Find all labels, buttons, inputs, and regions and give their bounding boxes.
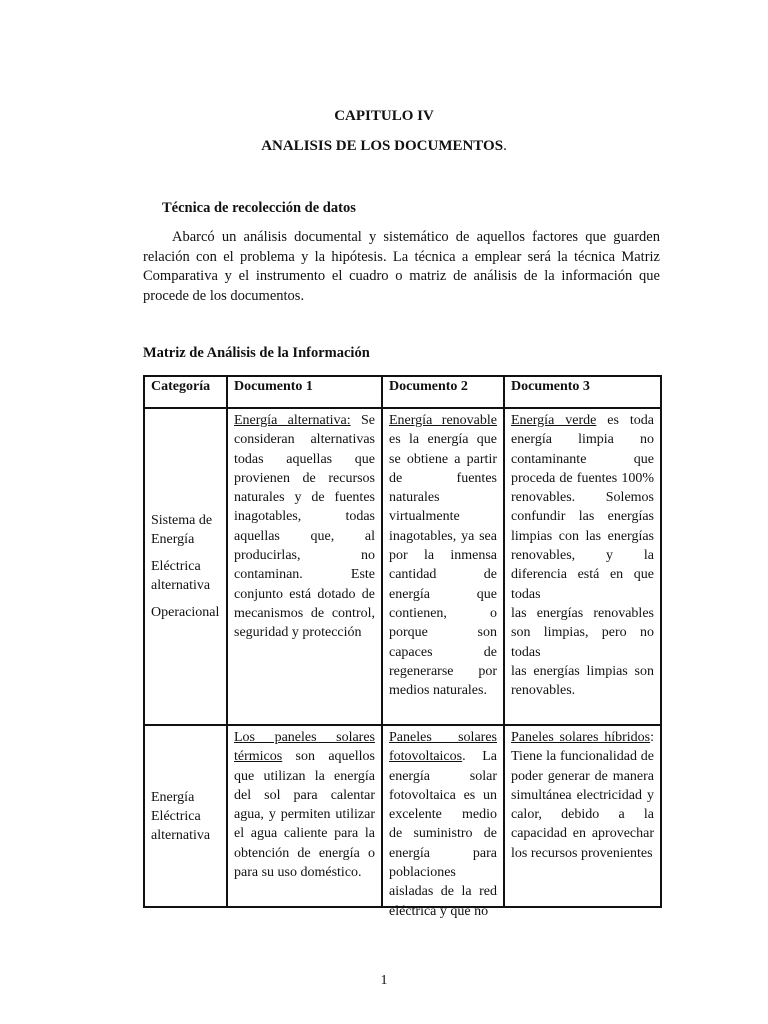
cell-line: las energías limpias son renovables. <box>511 663 654 699</box>
cell-body: son aquellos que utilizan la energía del sol para calentar agua, y permiten utilizar el agua caliente para la obtención de energía o para su uso doméstico. <box>234 749 375 881</box>
term-energia-verde: Energía verde <box>511 413 597 428</box>
page-number: 1 <box>380 973 388 988</box>
term-energia-renovable: Energía renovable <box>389 413 497 428</box>
chapter-heading: CAPITULO IV <box>334 108 434 124</box>
term-paneles-hibridos: Paneles solares híbridos <box>511 730 651 745</box>
category-line: Eléctrica alternativa <box>151 559 211 593</box>
analysis-matrix-table <box>143 375 662 919</box>
cell-text <box>234 728 375 882</box>
cell-body: : Tiene la funcionalidad de poder generar de manera simultánea electricidad y calor, debido a la capacidad en aprovechar los recursos provenientes <box>511 730 654 861</box>
section-heading: Técnica de recolección de datos <box>162 200 356 216</box>
document-1-cell <box>227 408 382 725</box>
cell-text <box>234 411 375 643</box>
cell-text <box>389 411 497 700</box>
cell-clip <box>389 728 497 919</box>
cell-body: . La energía solar fotovoltaica es un excelente medio de suministro de energía para poblaciones aisladas de la red eléctrica y que no <box>389 749 497 919</box>
category-cell: Energía Eléctrica alternativa <box>144 725 227 907</box>
cell-text <box>389 728 497 921</box>
cell-line: las energías renovables son limpias, pero no todas <box>511 605 654 660</box>
header-documento-3: Documento 3 <box>504 376 661 408</box>
cell-body: Se consideran alternativas todas aquellas que provienen de recursos naturales y de fuentes inagotables, todas aquellas que, al producirlas, no contaminan. Este conjunto está dotado de mecanismos de control, seguridad y protección <box>234 413 375 641</box>
cell-clip <box>234 728 375 904</box>
cell-text <box>511 411 654 604</box>
category-cell <box>144 408 227 725</box>
cell-text <box>511 728 654 863</box>
chapter-title-text: ANALISIS DE LOS DOCUMENTOS <box>261 138 504 154</box>
table-title: Matriz de Análisis de la Información <box>143 345 370 361</box>
table-row <box>144 725 661 907</box>
chapter-title <box>0 138 768 155</box>
table-header-row <box>144 376 661 408</box>
document-1-cell <box>227 725 382 907</box>
table-row <box>144 408 661 725</box>
section-paragraph: Abarcó un análisis documental y sistemático de aquellos factores que guarden relación con el problema y la hipótesis. La técnica a emplear será la técnica Matriz Comparativa y el instrumento el cuadro o matriz de análisis de la información que procede de los documentos. <box>143 229 660 304</box>
header-categoria: Categoría <box>144 376 227 408</box>
term-energia-alternativa: Energía alternativa: <box>234 413 351 428</box>
chapter-title-dot: . <box>503 138 507 154</box>
category-line: Sistema de Energía <box>151 513 213 547</box>
document-3-cell <box>504 725 661 907</box>
document-3-cell <box>504 408 661 725</box>
header-documento-1: Documento 1 <box>227 376 382 408</box>
term-paneles-fotovoltaicos: Paneles solares fotovoltaicos <box>389 730 497 765</box>
header-documento-2: Documento 2 <box>382 376 504 408</box>
term-paneles-termicos: Los paneles solares térmicos <box>234 730 375 765</box>
category-line: Operacional <box>151 605 220 620</box>
document-2-cell <box>382 725 504 919</box>
cell-body: es toda energía limpia no contaminante que proceda de fuentes 100% renovables. Solemos confundir las energías limpias con las energías renovables, y la diferencia está en que todas <box>511 413 654 602</box>
cell-clip <box>511 728 654 904</box>
cell-body: es la energía que se obtiene a partir de fuentes naturales virtualmente inagotables, ya sea por la inmensa cantidad de energía que contienen, o porque son capaces de regenerarse por medios naturales. <box>389 432 497 699</box>
document-2-cell <box>382 408 504 725</box>
